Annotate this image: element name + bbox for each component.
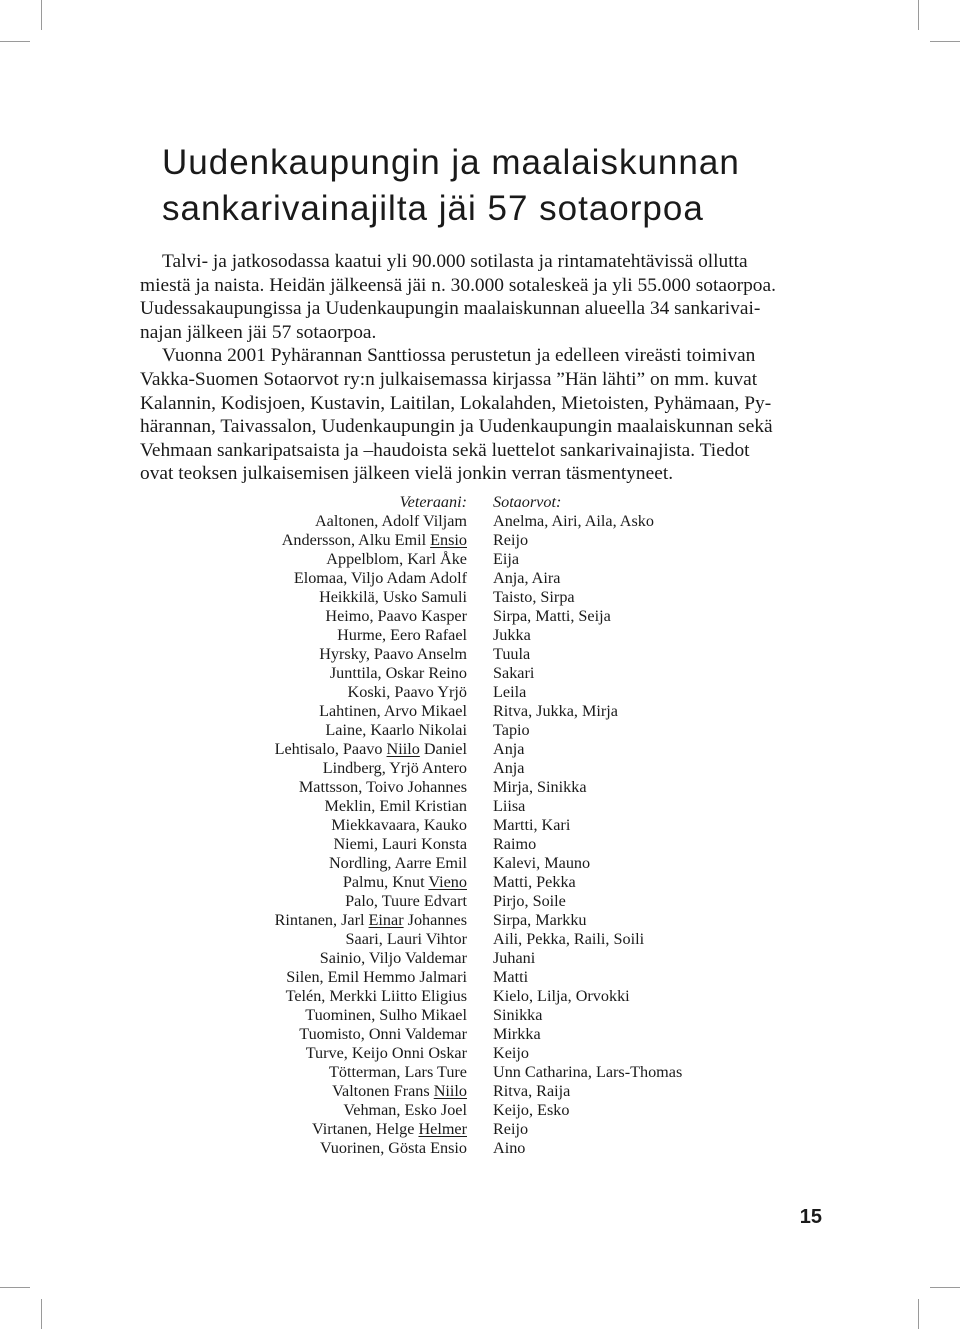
veterans-header: Veteraani: — [399, 493, 467, 511]
veteran-name-part: Lahtinen, Arvo Mikael — [319, 702, 467, 720]
veteran-call-name: Niilo — [386, 740, 420, 758]
orphan-names: Unn Catharina, Lars-Thomas — [493, 1063, 683, 1081]
orphan-names: Anja — [493, 759, 525, 777]
orphan-names: Keijo, Esko — [493, 1101, 570, 1119]
crop-mark-top-right-horizontal — [930, 41, 960, 42]
veteran-name — [200, 1120, 467, 1139]
veteran-name-part: Aaltonen, Adolf Viljam — [314, 512, 467, 530]
veteran-name-part: Virtanen, Helge — [312, 1120, 419, 1138]
orphan-names: Raimo — [493, 835, 537, 853]
veteran-name — [200, 1044, 467, 1063]
orphan-names: Kalevi, Mauno — [493, 854, 591, 872]
veteran-name — [200, 1082, 467, 1101]
crop-mark-bottom-right-vertical — [918, 1299, 919, 1329]
orphan-names: Mirkka — [493, 1025, 541, 1043]
page-number: 15 — [799, 1206, 822, 1228]
veteran-name-part: Palmu, Knut — [342, 873, 429, 891]
title-line-1: Uudenkaupungin ja maalaiskunnan — [162, 143, 740, 182]
orphan-names: Anelma, Airi, Aila, Asko — [493, 512, 654, 530]
orphans-header: Sotaorvot: — [493, 493, 562, 511]
orphan-names: Keijo — [493, 1044, 529, 1062]
veteran-call-name: Vieno — [428, 873, 467, 891]
veteran-name — [200, 702, 467, 721]
veteran-name-part: Lehtisalo, Paavo — [274, 740, 387, 758]
veteran-name — [200, 835, 467, 854]
orphan-names: Anja, Aira — [493, 569, 561, 587]
orphans-column — [493, 493, 793, 1158]
veteran-name — [200, 588, 467, 607]
intro-p1-line: Uudessakaupungissa ja Uudenkaupungin maalaiskunnan alueella 34 sankarivai- — [140, 298, 761, 320]
intro-p2-line: härannan, Taivassalon, Uudenkaupungin ja Uudenkaupungin maalaiskunnan sekä — [140, 416, 773, 438]
veteran-name-part: Heikkilä, Usko Samuli — [319, 588, 467, 606]
orphan-names: Matti — [493, 968, 529, 986]
intro-p1-line: miestä ja naista. Heidän jälkeensä jäi n. 30.000 sotaleskeä ja yli 55.000 sotaorpoa. — [140, 274, 776, 296]
veteran-call-name: Helmer — [418, 1120, 467, 1138]
veteran-name-part: Nordling, Aarre Emil — [328, 854, 467, 872]
veteran-name-part: Turve, Keijo Onni Oskar — [305, 1044, 467, 1062]
orphan-names: Sinikka — [493, 1006, 543, 1024]
veteran-name — [200, 664, 467, 683]
veteran-name-part: Sainio, Viljo Valdemar — [319, 949, 467, 967]
veteran-name — [200, 721, 467, 740]
title-line-2: sankarivainajilta jäi 57 sotaorpoa — [162, 189, 704, 228]
veteran-name-part: Mattsson, Toivo Johannes — [298, 778, 467, 796]
veteran-name — [200, 607, 467, 626]
orphan-names: Kielo, Lilja, Orvokki — [493, 987, 630, 1005]
intro-p2-line: Kalannin, Kodisjoen, Kustavin, Laitilan, Lokalahden, Mietoisten, Pyhämaan, Py- — [140, 392, 772, 414]
veteran-name — [200, 930, 467, 949]
veteran-name-part: Miekkavaara, Kauko — [331, 816, 467, 834]
veteran-name-part: Koski, Paavo Yrjö — [347, 683, 467, 701]
veteran-name — [200, 740, 467, 759]
veteran-name-part: Telén, Merkki Liitto Eligius — [285, 987, 467, 1005]
crop-mark-bottom-left-vertical — [41, 1299, 42, 1329]
veteran-name — [200, 626, 467, 645]
orphan-names: Jukka — [493, 626, 531, 644]
veteran-name-part: Vehman, Esko Joel — [343, 1101, 467, 1119]
veteran-call-name: Niilo — [433, 1082, 467, 1100]
orphan-names: Aili, Pekka, Raili, Soili — [493, 930, 645, 948]
veteran-name-part: Heimo, Paavo Kasper — [325, 607, 467, 625]
veteran-name — [200, 645, 467, 664]
intro-p2-line: Vakka-Suomen Sotaorvot ry:n julkaisemassa kirjassa ”Hän lähti” on mm. kuvat — [140, 368, 758, 390]
veteran-name — [200, 816, 467, 835]
veteran-name — [200, 968, 467, 987]
orphan-names: Liisa — [493, 797, 526, 815]
veteran-name — [200, 778, 467, 797]
orphan-names: Reijo — [493, 531, 529, 549]
veteran-name-part: Hyrsky, Paavo Anselm — [319, 645, 467, 663]
veteran-name-part: Appelblom, Karl Åke — [326, 550, 467, 568]
veteran-name — [200, 759, 467, 778]
veteran-name-part: Johannes — [403, 911, 467, 929]
veteran-name-part: Tuominen, Sulho Mikael — [305, 1006, 467, 1024]
veteran-name-part: Andersson, Alku Emil — [281, 531, 431, 549]
orphan-names: Ritva, Raija — [493, 1082, 571, 1100]
orphan-names: Tuula — [493, 645, 531, 663]
orphan-names: Sakari — [493, 664, 535, 682]
veteran-name-part: Laine, Kaarlo Nikolai — [325, 721, 467, 739]
veteran-call-name: Ensio — [430, 531, 467, 549]
veteran-name-part: Junttila, Oskar Reino — [329, 664, 467, 682]
veteran-name — [200, 797, 467, 816]
orphan-names: Sirpa, Markku — [493, 911, 587, 929]
intro-paragraph-2 — [140, 344, 820, 486]
orphan-names: Sirpa, Matti, Seija — [493, 607, 611, 625]
veteran-name-part: Hurme, Eero Rafael — [337, 626, 467, 644]
orphan-names: Martti, Kari — [493, 816, 571, 834]
crop-mark-bottom-left-horizontal — [0, 1287, 30, 1288]
crop-mark-top-right-vertical — [918, 0, 919, 30]
veteran-name-part: Tötterman, Lars Ture — [328, 1063, 467, 1081]
veteran-name-part: Vuorinen, Gösta Ensio — [320, 1139, 467, 1157]
orphan-names: Pirjo, Soile — [493, 892, 566, 910]
veteran-name-part: Meklin, Emil Kristian — [324, 797, 467, 815]
veteran-name-part: Elomaa, Viljo Adam Adolf — [293, 569, 467, 587]
veteran-name — [200, 1006, 467, 1025]
page-title — [162, 140, 882, 232]
veteran-name — [200, 512, 467, 531]
veteran-call-name: Einar — [368, 911, 404, 929]
orphan-names: Matti, Pekka — [493, 873, 576, 891]
orphan-names: Reijo — [493, 1120, 529, 1138]
orphan-names: Aino — [493, 1139, 526, 1157]
orphan-names: Eija — [493, 550, 520, 568]
veteran-name — [200, 683, 467, 702]
intro-p1-line: Talvi- ja jatkosodassa kaatui yli 90.000 sotilasta ja rintamatehtävissä ollutta — [162, 251, 748, 272]
intro-text — [140, 250, 820, 486]
veteran-name-part: Daniel — [419, 740, 467, 758]
veteran-name — [200, 892, 467, 911]
orphan-names: Anja — [493, 740, 525, 758]
crop-mark-bottom-right-horizontal — [930, 1287, 960, 1288]
veteran-name — [200, 1139, 467, 1158]
veterans-column — [200, 493, 467, 1158]
orphan-names: Ritva, Jukka, Mirja — [493, 702, 618, 720]
intro-p2-line: Vehmaan sankaripatsaista ja –haudoista sekä luettelot sankarivainajista. Tiedot — [140, 439, 750, 461]
orphan-names: Leila — [493, 683, 527, 701]
veteran-name — [200, 949, 467, 968]
veteran-name — [200, 550, 467, 569]
crop-mark-top-left-horizontal — [0, 41, 30, 42]
veteran-name — [200, 873, 467, 892]
veteran-name — [200, 1101, 467, 1120]
veteran-name-part: Valtonen Frans — [332, 1082, 434, 1100]
veteran-name-part: Silen, Emil Hemmo Jalmari — [286, 968, 467, 986]
orphan-names: Juhani — [493, 949, 536, 967]
veteran-name-part: Tuomisto, Onni Valdemar — [299, 1025, 467, 1043]
veteran-name-part: Niemi, Lauri Konsta — [333, 835, 467, 853]
veteran-name-part: Saari, Lauri Vihtor — [345, 930, 467, 948]
veteran-name — [200, 1025, 467, 1044]
intro-paragraph-1 — [140, 250, 820, 344]
orphan-names: Mirja, Sinikka — [493, 778, 587, 796]
veteran-name — [200, 911, 467, 930]
veteran-name-part: Lindberg, Yrjö Antero — [322, 759, 467, 777]
intro-p2-line: ovat teoksen julkaisemisen jälkeen vielä jonkin verran täsmentyneet. — [140, 463, 674, 485]
orphan-names: Taisto, Sirpa — [493, 588, 575, 606]
crop-mark-top-left-vertical — [41, 0, 42, 30]
veteran-name-part: Rintanen, Jarl — [274, 911, 369, 929]
veteran-name — [200, 854, 467, 873]
veteran-name — [200, 531, 467, 550]
intro-p1-line: najan jälkeen jäi 57 sotaorpoa. — [140, 321, 377, 343]
veteran-name — [200, 569, 467, 588]
veteran-name — [200, 1063, 467, 1082]
orphan-names: Tapio — [493, 721, 530, 739]
veteran-name — [200, 987, 467, 1006]
veteran-name-part: Palo, Tuure Edvart — [345, 892, 467, 910]
intro-p2-line: Vuonna 2001 Pyhärannan Santtiossa perustetun ja edelleen vireästi toimivan — [162, 345, 756, 367]
